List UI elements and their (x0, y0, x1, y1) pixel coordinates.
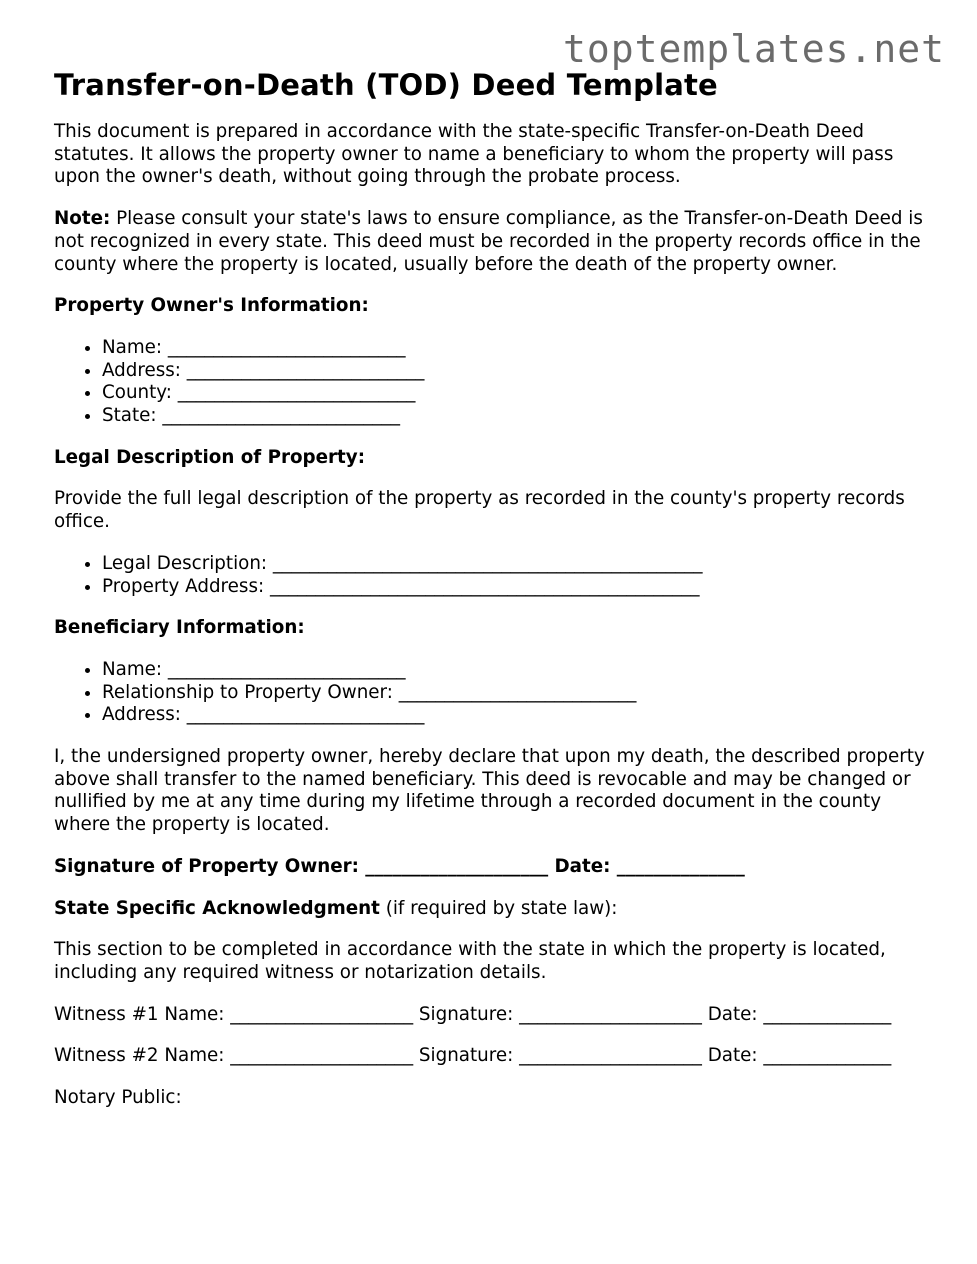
owner-list (54, 337, 934, 428)
property-address-field: • Property Address: _______________________________________________ (102, 576, 934, 599)
beneficiary-name-field: • Name: __________________________ (102, 659, 934, 682)
witness-1-line: Witness #1 Name: ____________________ Signature: ____________________ Date: ______________ (54, 1003, 892, 1025)
note-label: Note: (54, 208, 111, 230)
note-text: Please consult your state's laws to ensure compliance, as the Transfer-on-Death Deed is not recognized in every state. This deed must be recorded in the property records office in the county where the property is located, usually before the death of the property owner. (54, 208, 923, 275)
owner-name-field: • Name: __________________________ (102, 337, 934, 360)
witness-2-line: Witness #2 Name: ____________________ Signature: ____________________ Date: ______________ (54, 1045, 892, 1067)
notary-label: Notary Public: (54, 1087, 182, 1109)
intro-paragraph: This document is prepared in accordance with the state-specific Transfer-on-Death Deed statutes. It allows the property owner to name a beneficiary to whom the property will pass upon the owner's death, without going through the probate process. (54, 121, 894, 188)
watermark: toptemplates.net (562, 27, 945, 71)
legal-heading: Legal Description of Property: (54, 446, 366, 468)
beneficiary-address-field: • Address: __________________________ (102, 704, 934, 727)
owner-county-field: • County: __________________________ (102, 382, 934, 405)
acknowledgment-text: This section to be completed in accordance with the state in which the property is located, including any required witness or notarization details. (54, 939, 886, 983)
owner-state-field: • State: __________________________ (102, 405, 934, 428)
owner-address-field: • Address: __________________________ (102, 360, 934, 383)
acknowledgment-suffix: (if required by state law): (379, 897, 618, 919)
owner-heading: Property Owner's Information: (54, 295, 369, 317)
beneficiary-list (54, 659, 934, 727)
document-content (54, 66, 934, 1129)
note-paragraph (54, 208, 934, 276)
legal-text: Provide the full legal description of the property as recorded in the county's property records office. (54, 488, 905, 533)
acknowledgment-heading (54, 898, 934, 921)
legal-list (54, 553, 934, 598)
document-title: Transfer-on-Death (TOD) Deed Template (54, 68, 718, 102)
beneficiary-relationship-field: • Relationship to Property Owner: __________________________ (102, 682, 934, 705)
acknowledgment-label: State Specific Acknowledgment (54, 897, 380, 919)
declaration-paragraph: I, the undersigned property owner, hereby declare that upon my death, the described property above shall transfer to the named beneficiary. This deed is revocable and may be changed or nullified by me at any time during my lifetime through a recorded document in the county where the property is located. (54, 746, 925, 836)
beneficiary-heading: Beneficiary Information: (54, 617, 305, 639)
owner-signature-line: Signature of Property Owner: ____________________ Date: ______________ (54, 855, 745, 877)
legal-description-field: • Legal Description: _______________________________________________ (102, 553, 934, 576)
